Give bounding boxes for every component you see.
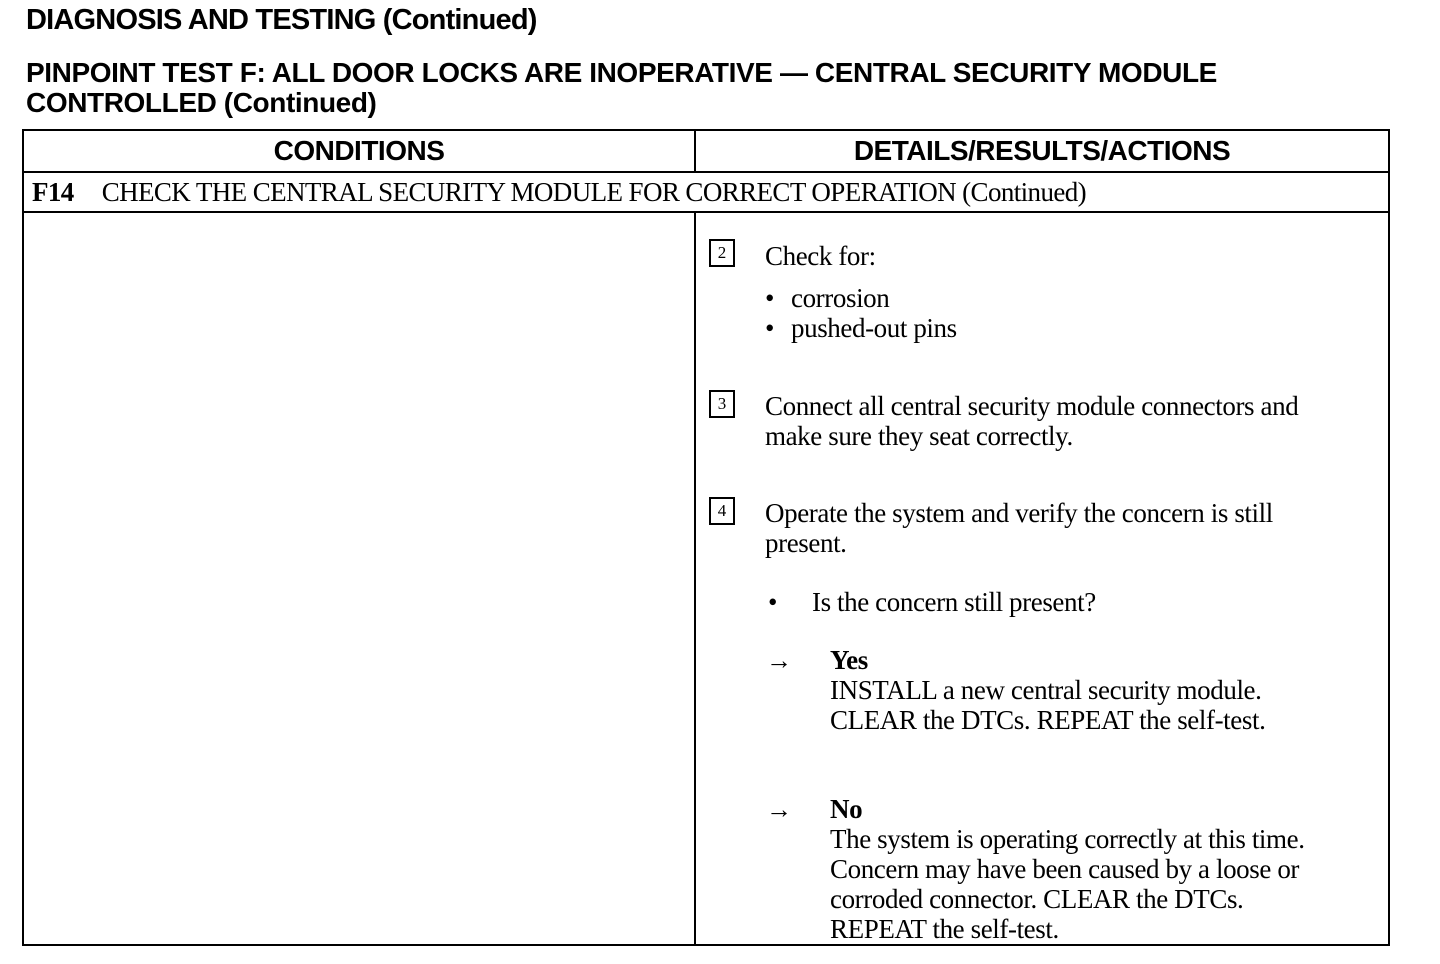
detail-4-line-2: present. [765,528,847,558]
answer-no-line-3: corroded connector. CLEAR the DTCs. [830,884,1244,914]
pinpoint-test-title [26,58,1406,118]
list-item: • pushed-out pins [765,313,957,343]
details-cell [696,213,1388,944]
column-header-details: DETAILS/RESULTS/ACTIONS [853,135,1231,166]
answer-no-line-1: The system is operating correctly at this time. [830,824,1305,854]
answer-yes [830,645,1265,735]
step-code: F14 [32,177,74,207]
step-number-box-4: 4 [709,497,735,525]
detail-2-bullet-list [765,283,957,343]
test-title-line-1: PINPOINT TEST F: ALL DOOR LOCKS ARE INOPERATIVE — CENTRAL SECURITY MODULE [26,57,1217,88]
column-header-conditions: CONDITIONS [273,135,445,166]
step-number-box-2: 2 [709,239,735,267]
detail-3-text [765,391,1298,451]
answer-no-label: No [830,794,863,824]
answer-yes-line-2: CLEAR the DTCs. REPEAT the self-test. [830,705,1266,735]
conditions-cell [24,213,694,944]
answer-no [830,794,1305,944]
answer-yes-label: Yes [830,645,868,675]
arrow-right-icon: → [766,795,792,824]
arrow-right-icon: → [766,646,792,675]
answer-no-line-2: Concern may have been caused by a loose or [830,854,1300,884]
step-number-box-3: 3 [709,390,735,418]
answer-no-line-4: REPEAT the self-test. [830,914,1059,944]
step-title: CHECK THE CENTRAL SECURITY MODULE FOR CORRECT OPERATION (Continued) [101,177,1087,207]
detail-4-line-1: Operate the system and verify the concern is still [765,498,1273,528]
detail-2-text: Check for: [765,241,876,271]
step-row [32,177,1086,208]
header-divider [24,171,1388,173]
detail-4-text [765,498,1273,558]
pinpoint-test-table [22,129,1390,946]
answer-yes-line-1: INSTALL a new central security module. [830,675,1262,705]
detail-4-question-list [768,587,1096,617]
detail-3-line-2: make sure they seat correctly. [765,421,1073,451]
test-title-line-2: CONTROLLED (Continued) [26,87,377,118]
detail-3-line-1: Connect all central security module connectors and [765,391,1299,421]
detail-4-question: • Is the concern still present? [768,587,1096,617]
list-item: • corrosion [765,283,957,313]
page-heading: DIAGNOSIS AND TESTING (Continued) [26,4,537,36]
